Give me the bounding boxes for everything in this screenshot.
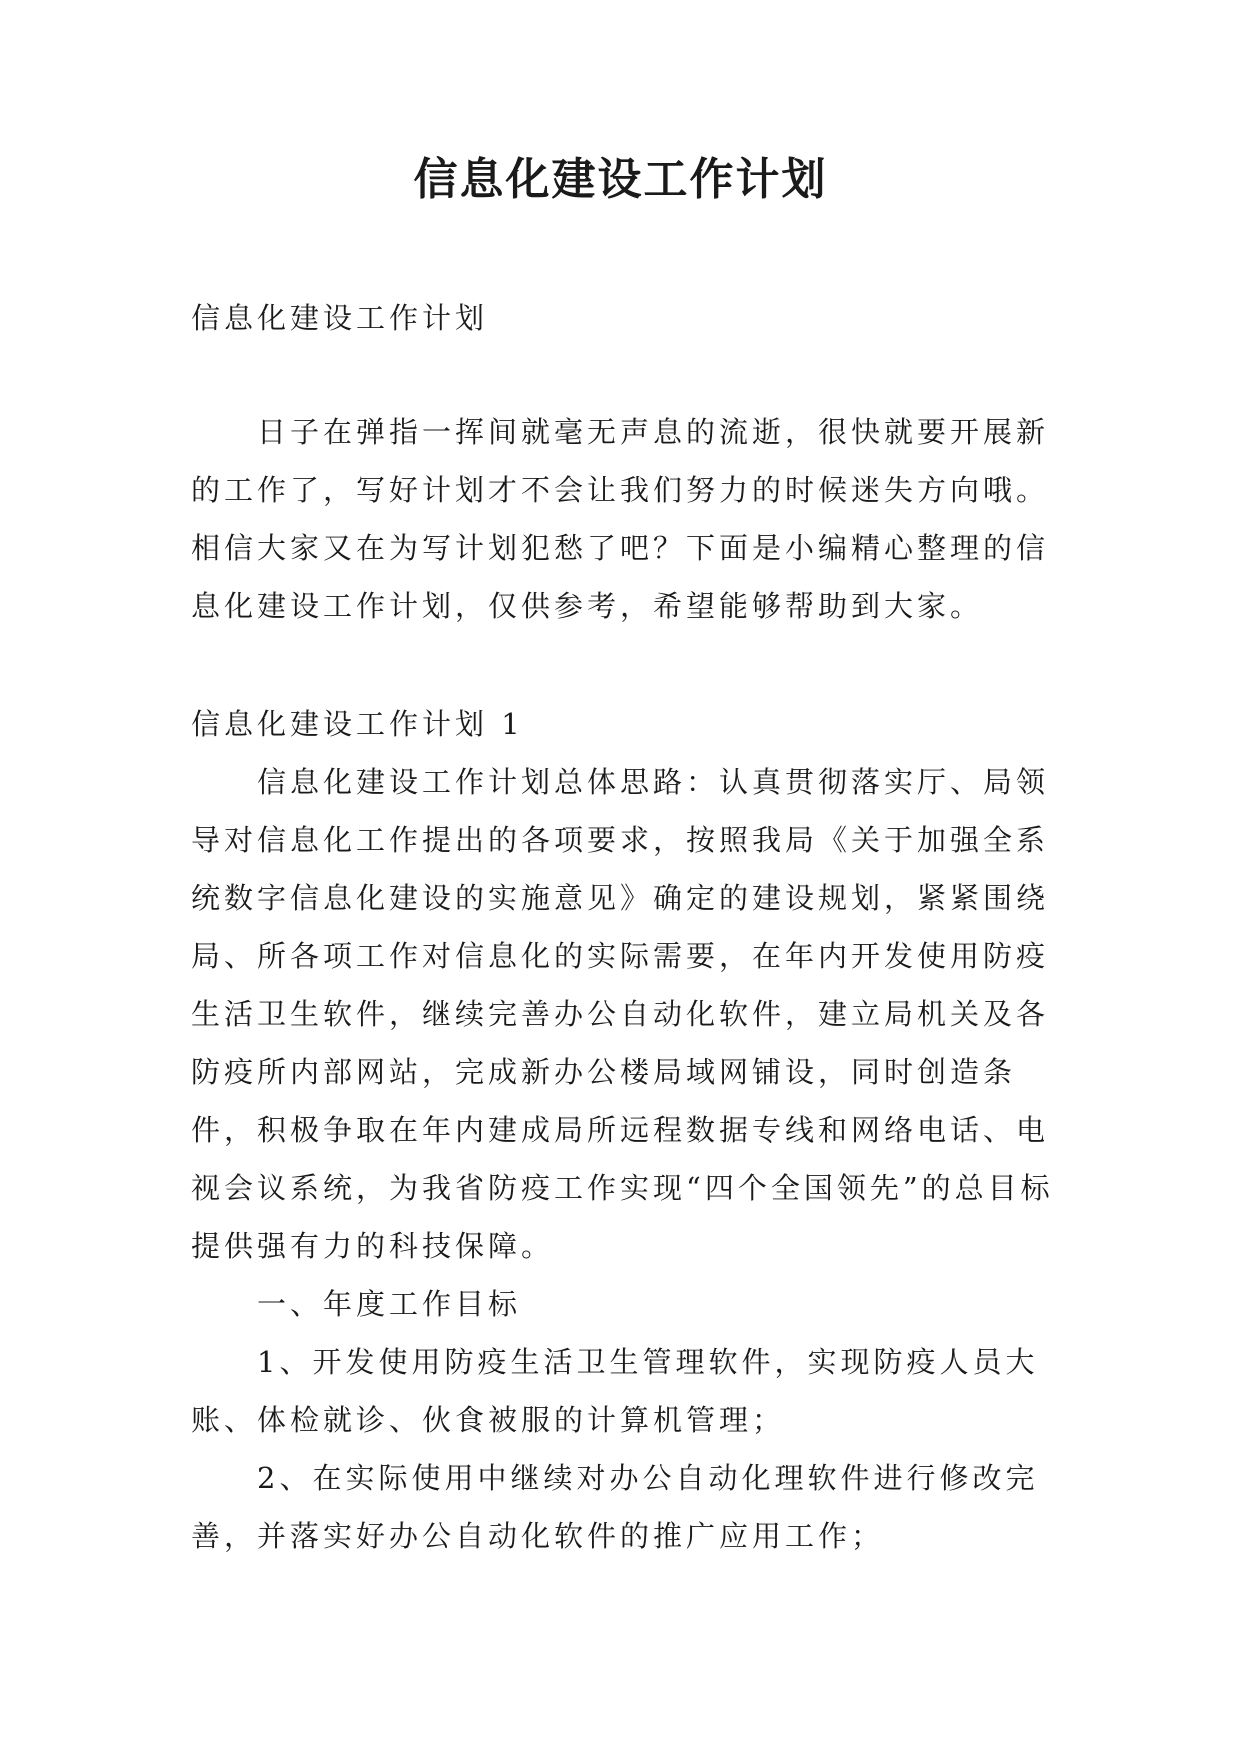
section-content xyxy=(191,753,1071,1565)
section-title: 信息化建设工作计划 1 xyxy=(191,707,524,741)
paragraph-goal-1: 1、开发使用防疫生活卫生管理软件，实现防疫人员大账、体检就诊、伙食被服的计算机管理； xyxy=(191,1345,1039,1437)
intro-paragraph: 日子在弹指一挥间就毫无声息的流逝，很快就要开展新的工作了，写好计划才不会让我们努力的时候迷失方向哦。相信大家又在为写计划犯愁了吧？下面是小编精心整理的信息化建设工作计划，仅供参考，希望能够帮助到大家。 xyxy=(191,415,1050,623)
paragraph-goal-2: 2、在实际使用中继续对办公自动化理软件进行修改完善，并落实好办公自动化软件的推广应用工作； xyxy=(191,1461,1039,1553)
paragraph-overall-approach: 信息化建设工作计划总体思路：认真贯彻落实厅、局领导对信息化工作提出的各项要求，按照我局《关于加强全系统数字信息化建设的实施意见》确定的建设规划，紧紧围绕局、所各项工作对信息化的实际需要，在年内开发使用防疫生活卫生软件，继续完善办公自动化软件，建立局机关及各防疫所内部网站，完成新办公楼局域网铺设，同时创造条件，积极争取在年内建成局所远程数据专线和网络电话、电视会议系统，为我省防疫工作实现“四个全国领先”的总目标提供强有力的科技保障。 xyxy=(191,765,1054,1263)
document-title: 信息化建设工作计划 xyxy=(413,154,828,205)
document-subtitle: 信息化建设工作计划 xyxy=(191,301,489,335)
paragraph-annual-goals-heading: 一、年度工作目标 xyxy=(257,1287,522,1321)
